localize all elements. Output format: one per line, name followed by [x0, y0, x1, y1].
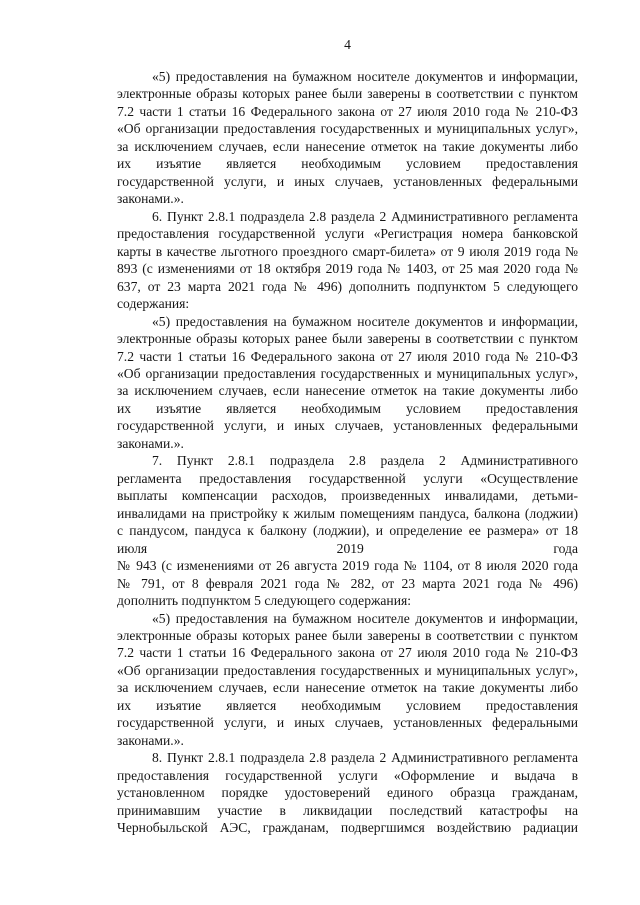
text-line: государственной услуги, и иных случаев, установленных федеральными — [117, 418, 578, 434]
text-line: предоставления государственной услуги «Регистрация номера банковской — [117, 226, 578, 242]
text-line: 637, от 23 марта 2021 года № 496) дополнить подпунктом 5 следующего — [117, 278, 578, 294]
text-line: принимавшим участие в ликвидации последствий катастрофы на — [117, 802, 578, 818]
text-line: 8. Пункт 2.8.1 подраздела 2.8 раздела 2 Административного регламента — [152, 750, 578, 766]
text-line: законами.». — [117, 191, 184, 207]
text-line: «5) предоставления на бумажном носителе документов и информации, — [152, 610, 578, 626]
text-line: установленном порядке удостоверений единого образца гражданам, — [117, 785, 578, 801]
text-line: дополнить подпунктом 5 следующего содержания: — [117, 593, 412, 609]
paragraph-subitem-5-third — [117, 610, 578, 750]
text-line: «Об организации предоставления государственных и муниципальных услуг», — [117, 121, 578, 137]
text-line: № 943 (с изменениями от 26 августа 2019 года № 1104, от 8 июля 2020 года — [117, 558, 578, 574]
text-line: выплаты компенсации расходов, произведенных инвалидами, детьми- — [117, 488, 578, 504]
text-line: «Об организации предоставления государственных и муниципальных услуг», — [117, 662, 578, 678]
text-line: Чернобыльской АЭС, гражданам, подвергшимся воздействию радиации — [117, 820, 578, 836]
text-line: за исключением случаев, если нанесение отметок на такие документы либо — [117, 680, 578, 696]
text-line: «5) предоставления на бумажном носителе документов и информации, — [152, 69, 578, 84]
text-line: с пандусом, пандуса к балкону (лоджии), и определение ее размера» от 18 — [117, 523, 578, 539]
text-line: их изъятие является необходимым условием предоставления — [117, 156, 578, 172]
paragraph-subitem-5-first — [117, 68, 578, 208]
paragraph-item-7 — [117, 452, 578, 609]
paragraph-item-8 — [117, 749, 578, 836]
text-line: электронные образы которых ранее были заверены в соответствии с пунктом — [117, 86, 578, 102]
text-line: предоставления государственной услуги «Оформление и выдача в — [117, 767, 578, 783]
text-line: 6. Пункт 2.8.1 подраздела 2.8 раздела 2 Административного регламента — [152, 208, 578, 224]
text-line: 7.2 части 1 статьи 16 Федерального закона от 27 июля 2010 года № 210-ФЗ — [117, 348, 578, 364]
text-line: их изъятие является необходимым условием предоставления — [117, 697, 578, 713]
text-line: «Об организации предоставления государственных и муниципальных услуг», — [117, 365, 578, 381]
text-line: за исключением случаев, если нанесение отметок на такие документы либо — [117, 383, 578, 399]
text-line: государственной услуги, и иных случаев, установленных федеральными — [117, 715, 578, 731]
text-line: государственной услуги, и иных случаев, установленных федеральными — [117, 173, 578, 189]
text-line: законами.». — [117, 435, 184, 451]
paragraph-subitem-5-second — [117, 313, 578, 453]
text-line: за исключением случаев, если нанесение отметок на такие документы либо — [117, 138, 578, 154]
text-line: электронные образы которых ранее были заверены в соответствии с пунктом — [117, 331, 578, 347]
paragraph-item-6 — [117, 208, 578, 313]
text-line: законами.». — [117, 732, 184, 748]
page-number: 4 — [344, 37, 351, 52]
text-line: регламента предоставления государственной услуги «Осуществление — [117, 470, 578, 486]
text-line: 7.2 части 1 статьи 16 Федерального закона от 27 июля 2010 года № 210-ФЗ — [117, 645, 578, 661]
document-body — [117, 68, 578, 837]
text-line: инвалидами на пристройку к жилым помещениям пандуса, балкона (лоджии) — [117, 505, 578, 521]
text-line: их изъятие является необходимым условием предоставления — [117, 400, 578, 416]
text-line: электронные образы которых ранее были заверены в соответствии с пунктом — [117, 628, 578, 643]
text-line: 893 (с изменениями от 18 октября 2019 года № 1403, от 25 мая 2020 года № — [117, 261, 578, 277]
text-line: № 791, от 8 февраля 2021 года № 282, от 23 марта 2021 года № 496) — [117, 575, 578, 591]
text-line: июля 2019 года — [117, 540, 578, 556]
text-line: «5) предоставления на бумажном носителе документов и информации, — [152, 313, 578, 329]
text-line: содержания: — [117, 296, 190, 312]
text-line: 7.2 части 1 статьи 16 Федерального закона от 27 июля 2010 года № 210-ФЗ — [117, 103, 578, 119]
text-line: карты в качестве льготного проездного смарт-билета» от 9 июля 2019 года № — [117, 243, 578, 259]
text-line: 7. Пункт 2.8.1 подраздела 2.8 раздела 2 Административного — [152, 453, 578, 469]
